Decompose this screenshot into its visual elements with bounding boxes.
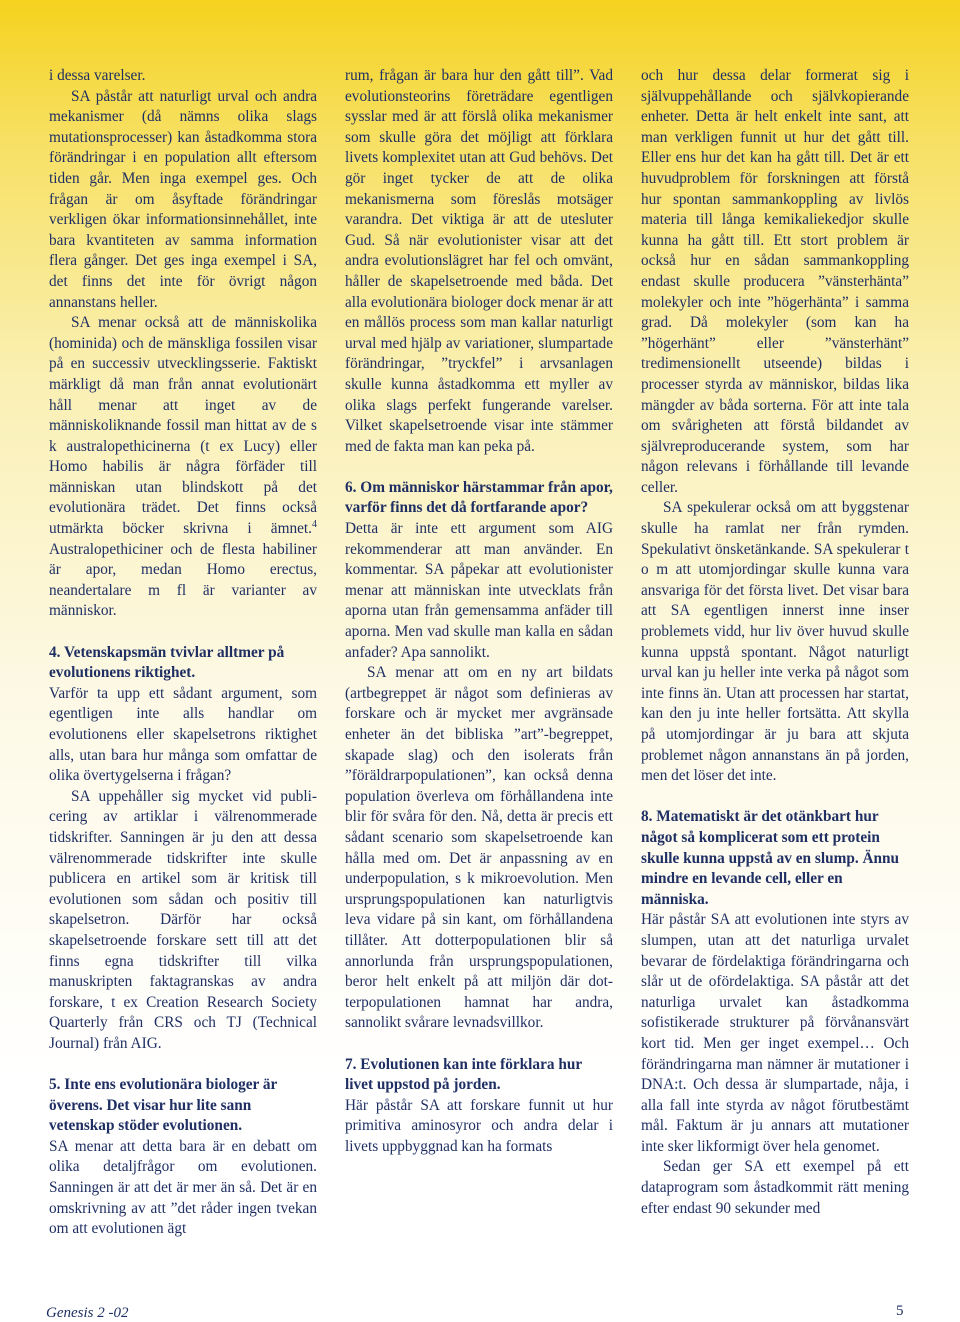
paragraph: Varför ta upp ett sådant argument, som egentligen inte alls handlar om evolutionens eller skapelsetrons riktighet alls, utan bara hur många som omfattar de olika övertygelserna i frågan? (49, 684, 317, 785)
paragraph (49, 313, 317, 622)
paragraph: SA menar att detta bara är en debatt om olika detaljfrågor om evolutionen. Sanningen är att det är mer än så. Det är en omskrivning av att ”det råder ingen tvekan om att evolutionen ägt (49, 1137, 317, 1238)
text-column-2 (345, 66, 613, 1157)
paragraph: SA uppehåller sig mycket vid publicering av artiklar i välrenommerade tidskrifter. Sanningen är ju den att dessa välrenommerade tidskrifter inte skulle publicera en artikel som är kritisk till evolutionen som sådan och positiv till skapelsetron. Därför har också skapelsetroende forskare sett till att det finns egna tidskrifter till vilka manuskripten faktagranskas av andra forskare, t ex Creation Research Society Quarterly från CRS och TJ (Technical Journal) från AIG. (49, 787, 317, 1052)
paragraph: Här påstår SA att evolutionen inte styrs av slumpen, utan att det naturliga urvalet bevarar de fördelaktiga förändringarna och slår ut de ofördelaktiga. SA påstår att det naturliga urvalet kan åstadkomma sofistikerade strukturer på förvånansvärt kort tid. Men ger inget exempel… Och förändringarna man nämner är mutationer i DNA:t. Och dessa är slumpartade, nåja, i alla fall inte styrda av något förutbestämt mål. Faktum är ju annars att mutationer inte sker likformigt över hela genomet. (641, 911, 909, 1155)
paragraph-text: SA menar också att de människolika (hominida) och de mänskliga fossilen visar på en successiv utvecklingsserie. Faktiskt märkligt då man från annat evolutionärt håll menar att inget av de människoliknande fossil man hittat av de s k australopethicinerna (t ex Lucy) eller Homo habilis är några förfäder till människan utan blindskott på det evolutionära trädet. Det finns också utmärkta böcker skrivna i ämnet. (49, 314, 317, 538)
paragraph: Sedan ger SA ett exempel på ett dataprogram som åstadkommit rätt mening efter endast 90 sekunder med (641, 1158, 909, 1217)
paragraph: rum, frågan är bara hur den gått till”. Vad evolutionsteorins företrädare egentligen sysslar med är att förslå olika mekanismer som skulle göra det möjligt att förklara livets komplexitet utan att Gud behövs. Det gör inget tycker de att de olika mekanismerna som föreslås motsäger varandra. Det viktiga är att de utesluter Gud. Så när evolutionister visar att det andra evolutionslägret har fel och omvänt, håller de skapelsetroende med båda. Det alla evolutionära biologer dock menar är att en mållös process som man kallar naturligt urval med hjälp av variationer, slumpartade förändringar, ”tryckfel” i arvsanlagen skulle kunna åstadkomma ett myller av olika slags perfekt fungerande varelser. Vilket skapelsetroende visar inte stämmer med de fakta man kan peka på. (345, 67, 613, 455)
section-heading-8: 8. Matematiskt är det otänkbart hur något så komplicerat som ett protein skulle kunna uppstå av en slump. Ännu mindre en levande cell, eller en människa. (641, 808, 900, 908)
text-column-3 (641, 66, 909, 1219)
paragraph: Här påstår SA att forskare funnit ut hur primitiva aminosyror och andra delar i livets uppbyggnad kan ha formats (345, 1096, 613, 1155)
paragraph: i dessa varelser. (49, 67, 146, 84)
paragraph: Detta är inte ett argument som AIG rekommenderar att man använder. En kommentar. SA påpekar att evolutionister menar att människan inte utvecklats från aporna utan från gemensamma anfäder till aporna. Men vad skulle man kalla en sådan anfader? Apa sannolikt. (345, 520, 613, 661)
section-heading-7: 7. Evolutionen kan inte förklara hur livet uppstod på jorden. (345, 1055, 582, 1094)
text-column-1 (49, 66, 317, 1240)
page-number: 5 (896, 1303, 904, 1319)
paragraph: och hur dessa delar formerat sig i självuppehållande och självkopierande enheter. Detta är helt enkelt inte sant, att man verkligen funnit ut hur det gått till. Eller ens hur det kan ha gått till. Det är ett huvudproblem för forskningen att förstå hur spontan sammankoppling av livlös materia till långa kemikaliekedjor skulle kunna ha gått till. Ett stort problem är också hur en sådan sammankoppling endast skulle producera ”vänsterhänta” molekyler och inte ”högerhänta” i samma grad. Då molekyler (som kan ha ”högerhänt” eller ”vänsterhänt” tredimensionellt utseende) bildas i processer styrda av människor, bildas lika mängder av båda sorterna. För att inte tala om svårigheten att förstå bildandet av självreproducerande system, som har någon relevans i förhållande till levande celler. (641, 67, 909, 496)
paragraph: SA påstår att naturligt urval och andra mekanismer (då nämns olika slags mutationsprocesser) kan åstadkomma stora förändringar i en population allt eftersom tiden går. Men inga exempel ges. Och frågan är om åsyftade förändringar verkligen ökar informationsinnehållet, inte bara kvantiteten av samma information flera gånger. Det ges inga exempel i SA, det finns det inte för övrigt någon annanstans heller. (49, 87, 317, 311)
section-heading-4: 4. Vetenskapsmän tvivlar alltmer på evolutionens riktighet. (49, 643, 285, 682)
paragraph: SA spekulerar också om att byggstenar skulle ha ramlat ner från rymden. Spekulativt önsketänkande. SA spekulerar t o m att utomjordingar skulle kunna vara ansvariga för det första livet. Det visar bara att SA egentligen innerst inne inser problemets vidd, hur liv över huvud skulle kunna uppstå spontant. Något naturligt urval kan ju heller inte verka på något som inte finns än. Utan att processen har startat, kan den ju inte heller fortsätta. Att skylla på utomjordingar är ju bara att skjuta problemet någon annanstans än på jorden, men det löser det inte. (641, 499, 909, 785)
section-heading-6: 6. Om människor härstammar från apor, varför finns det då fortfarande apor? (345, 478, 613, 517)
issue-label: Genesis 2 -02 (46, 1305, 129, 1321)
footnote-ref: 4 (312, 519, 317, 531)
section-heading-5: 5. Inte ens evolutionära biologer är överens. Det visar hur lite sann vetenskap stöder evolutionen. (49, 1076, 278, 1135)
paragraph: SA menar att om en ny art bildats (artbegreppet är något som definieras av forskare och är mycket mer avgränsade enheter än det bibliska ”art”-begreppet, skapade slag) och den isolerats från ”föräldrarpopulationen”, kan också denna population överleva om förhållandena inte blir för svåra för den. Nå, detta är precis ett sådant scenario som skapelsetroende kan hålla med om. Det är anpassning av en underpopulation, s k mikroevolution. Men ursprungspopulationen kan naturligtvis leva vidare på sin kant, om förhållandena tillåter. Att dotterpopulationen blir så annorlunda från ursprungspopulationen, beror helt enkelt på att miljön där dotterpopulationen hamnat har andra, sannolikt svårare levnadsvillkor. (345, 664, 613, 1032)
paragraph-text: Australopethiciner och de flesta habiliner är apor, medan Homo erectus, neandertalare m fl är varianter av människor. (49, 540, 317, 620)
